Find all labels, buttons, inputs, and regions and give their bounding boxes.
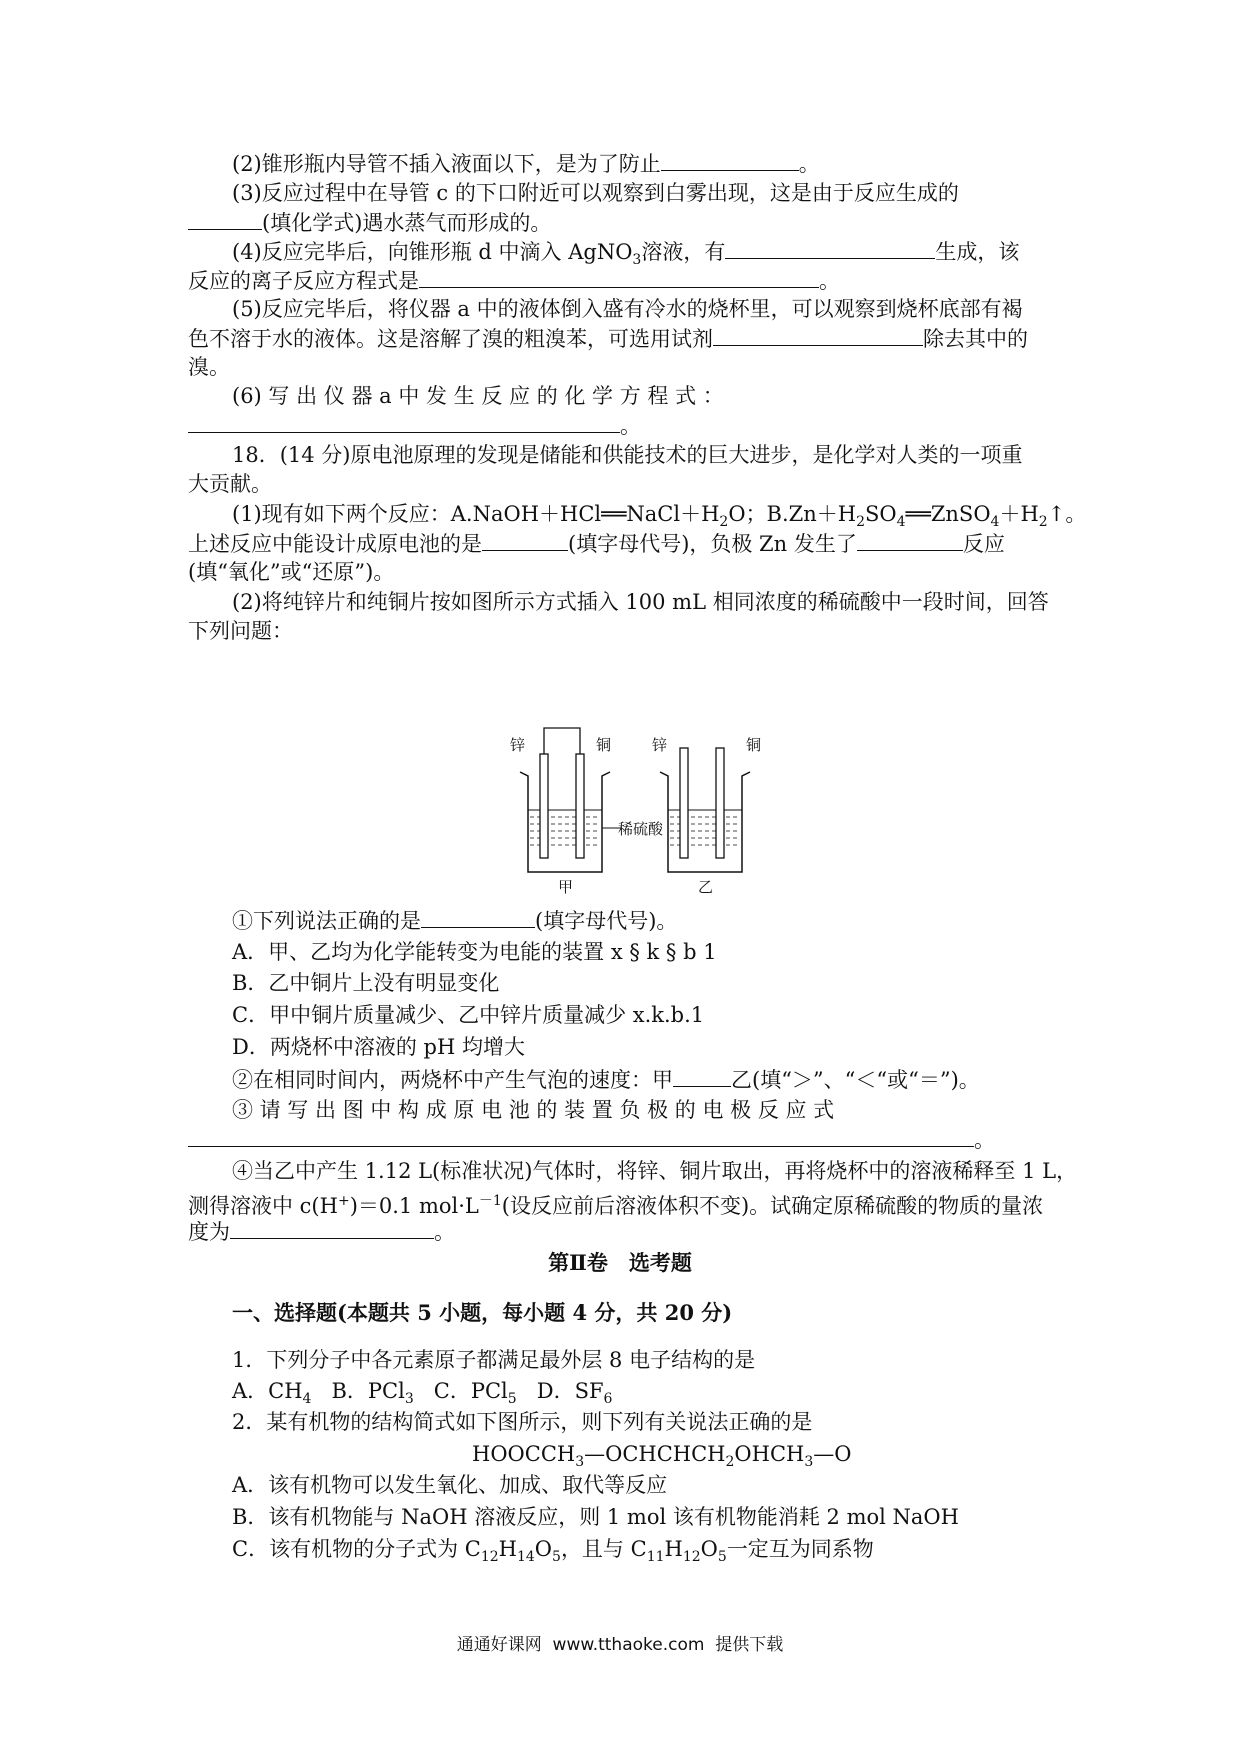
formula-part: —O	[813, 1442, 852, 1466]
footer-text: 通通好课网 www.tthaoke.com 提供下载	[456, 1635, 784, 1655]
q17-part4-text: (4)反应完毕后，向锥形瓶 d 中滴入 AgNO	[232, 240, 633, 264]
q18-part1-text-i: 反应	[962, 532, 1005, 556]
label-jia: 甲	[558, 878, 574, 894]
answer-blank	[673, 1066, 731, 1087]
answer-blank	[482, 530, 568, 551]
q18-option-a	[232, 939, 717, 965]
q17-part5-text-b: 色不溶于水的液体。这是溶解了溴的粗溴苯，可选用试剂	[188, 327, 713, 351]
q18-part2-text-b: 下列问题：	[188, 619, 293, 643]
q18-option-d	[232, 1034, 525, 1060]
subscript: 6	[603, 1391, 613, 1408]
part2-section-heading	[232, 1300, 732, 1326]
label-dilute-sulfuric-acid: 稀硫酸	[618, 820, 664, 838]
part2-q2-option-b	[232, 1504, 959, 1530]
q18-intro-line1	[232, 442, 1023, 468]
q2-option-c-text: 一定互为同系物	[726, 1537, 874, 1561]
page-footer	[0, 1630, 1240, 1655]
part2-q2-text: 2．某有机物的结构简式如下图所示，则下列有关说法正确的是	[232, 1410, 813, 1434]
q17-part2	[232, 150, 820, 177]
q2-option-c-text: O	[700, 1537, 718, 1561]
q17-part5-text-d: 溴。	[188, 355, 230, 379]
option-d-text: D．两烧杯中溶液的 pH 均增大	[232, 1035, 525, 1059]
q17-part5-line2	[188, 325, 1028, 352]
q2-option-c-text: O	[534, 1537, 553, 1561]
q18-intro-text: 18．(14 分)原电池原理的发现是储能和供能技术的巨大进步，是化学对人类的一项重	[232, 443, 1023, 467]
part2-q2	[232, 1409, 812, 1435]
q18-part1-text-d: ══ZnSO	[905, 502, 991, 526]
q17-part5-text-c: 除去其中的	[923, 327, 1028, 351]
beaker-yi	[660, 748, 750, 872]
subscript: 2	[856, 514, 865, 531]
q1-option-c: C．PCl	[413, 1379, 508, 1403]
q18-option-b	[232, 970, 499, 996]
q18-intro-line2	[188, 471, 272, 497]
q18-sub1-text-b: (填字母代号)。	[535, 909, 678, 933]
q18-part1-text-g: 上述反应中能设计成原电池的是	[188, 532, 482, 556]
q2-option-b-text: B．该有机物能与 NaOH 溶液反应，则 1 mol 该有机物能消耗 2 mol NaOH	[232, 1505, 959, 1529]
q18-part1-text-b: O；B.Zn＋H	[728, 502, 857, 526]
label-copper-yi: 铜	[746, 736, 762, 754]
subscript: 2	[725, 1454, 735, 1471]
subscript: 2	[1038, 514, 1048, 531]
formula-part: OHCH	[734, 1442, 805, 1466]
punct: 。	[798, 152, 820, 176]
part2-q1-text: 1．下列分子中各元素原子都满足最外层 8 电子结构的是	[232, 1348, 756, 1372]
subscript: 2	[719, 514, 729, 531]
q17-part4-text-d: 反应的离子反应方程式是	[188, 269, 419, 293]
q17-part3-line2	[188, 209, 551, 236]
q18-sub4-text-e: 度为	[188, 1220, 230, 1244]
q1-option-a: A．CH	[232, 1379, 303, 1403]
subscript: 4	[302, 1391, 312, 1408]
answer-blank	[419, 267, 819, 288]
q18-sub2-text: ②在相同时间内，两烧杯中产生气泡的速度：甲	[232, 1068, 673, 1092]
subscript: 3	[804, 1454, 814, 1471]
q18-part2-text: (2)将纯锌片和纯铜片按如图所示方式插入 100 mL 相同浓度的稀硫酸中一段时间，回答	[232, 590, 1049, 614]
q18-sub3-line2	[188, 1126, 995, 1153]
q18-sub4-line2	[188, 1188, 1043, 1219]
answer-blank	[857, 530, 963, 551]
q17-part3-line1	[232, 180, 959, 206]
label-copper-jia: 铜	[596, 736, 612, 754]
answer-blank	[188, 209, 262, 230]
q18-part2-line2	[188, 618, 293, 644]
q18-part1-text-j: (填“氧化”或“还原”)。	[188, 560, 395, 584]
answer-blank	[230, 1218, 434, 1239]
q18-sub2-text-b: 乙(填“＞”、“＜“或“＝”)。	[731, 1068, 980, 1092]
q18-sub1	[232, 907, 677, 934]
subscript: 12	[682, 1549, 701, 1566]
q2-option-c-text: H	[664, 1537, 683, 1561]
answer-blank	[661, 150, 799, 171]
q17-part5-text: (5)反应完毕后，将仪器 a 中的液体倒入盛有冷水的烧杯里，可以观察到烧杯底部有褐	[232, 297, 1023, 321]
subscript: 4	[896, 514, 906, 531]
answer-blank	[188, 412, 620, 433]
q18-sub3-line1	[232, 1097, 834, 1123]
subscript: 5	[717, 1549, 727, 1566]
formula-part: —OCHCHCH	[584, 1442, 726, 1466]
q18-sub4-text-b: 测得溶液中 c(H	[188, 1194, 338, 1218]
section-heading-text: 一、选择题(本题共 5 小题，每小题 4 分，共 20 分)	[232, 1300, 733, 1325]
punct: 。	[434, 1220, 455, 1244]
subscript: 4	[990, 514, 1000, 531]
q18-option-c	[232, 1002, 704, 1028]
q1-option-d: D．SF	[516, 1379, 604, 1403]
formula-part: HOOCCH	[472, 1442, 576, 1466]
part2-title-text: 第Ⅱ卷 选考题	[548, 1250, 692, 1275]
option-c-text: C．甲中铜片质量减少、乙中锌片质量减少 x.k.b.1	[232, 1003, 705, 1027]
part2-q2-formula	[472, 1441, 851, 1475]
q18-part1-line2	[188, 530, 1005, 557]
punct: 。	[819, 269, 840, 293]
q18-sub1-text: ①下列说法正确的是	[232, 909, 421, 933]
subscript: 14	[516, 1549, 535, 1566]
punct: 。	[620, 414, 641, 438]
q18-part1-text-f: ↑。	[1047, 502, 1087, 526]
q2-option-c-text: C．该有机物的分子式为 C	[232, 1537, 481, 1561]
galvanic-cell-figure	[510, 714, 810, 894]
q2-option-a-text: A．该有机物可以发生氧化、加成、取代等反应	[232, 1473, 668, 1497]
q18-part1-text: (1)现有如下两个反应：A.NaOH＋HCl══NaCl＋H	[232, 502, 720, 526]
q17-part3-text: (3)反应过程中在导管 c 的下口附近可以观察到白雾出现，这是由于反应生成的	[232, 181, 959, 205]
label-zinc-yi: 锌	[652, 736, 668, 754]
label-zinc-jia: 锌	[510, 736, 526, 754]
subscript: 3	[632, 252, 642, 269]
subscript: 5	[552, 1549, 561, 1566]
q2-option-c-text: H	[498, 1537, 517, 1561]
q18-sub4-text: ④当乙中产生 1.12 L(标准状况)气体时，将锌、铜片取出，再将烧杯中的溶液稀释至 1 L，	[232, 1159, 1078, 1183]
q1-option-b: B．PCl	[311, 1379, 405, 1403]
subscript: 12	[480, 1549, 499, 1566]
part2-title	[0, 1250, 1240, 1276]
q18-part2-line1	[232, 589, 1049, 615]
answer-blank	[188, 1126, 974, 1147]
q18-sub4-line3	[188, 1218, 455, 1245]
q18-sub4-line1	[232, 1158, 1077, 1184]
q17-part6-line1	[232, 383, 724, 409]
q17-part3-text-b: (填化学式)遇水蒸气而形成的。	[262, 211, 552, 235]
option-a-text: A．甲、乙均为化学能转变为电能的装置 x § k § b 1	[232, 940, 717, 964]
option-b-text: B．乙中铜片上没有明显变化	[232, 971, 500, 995]
q18-part1-text-e: ＋H	[999, 502, 1039, 526]
q2-option-c-text: ，且与 C	[560, 1537, 647, 1561]
superscript: +	[337, 1193, 350, 1209]
part2-q2-option-a	[232, 1472, 667, 1498]
punct: 。	[974, 1128, 995, 1152]
q18-part1-line3	[188, 559, 394, 585]
answer-blank	[713, 325, 923, 346]
superscript: －1	[478, 1193, 502, 1209]
q17-part6-text: (6) 写 出 仪 器 a 中 发 生 反 应 的 化 学 方 程 式 ：	[232, 384, 724, 408]
q17-part5-line1	[232, 296, 1023, 322]
part2-q1	[232, 1347, 755, 1373]
label-yi: 乙	[698, 878, 714, 894]
q18-sub4-text-d: (设反应前后溶液体积不变)。试确定原稀硫酸的物质的量浓	[501, 1194, 1044, 1218]
q17-part4-text-b: 溶液，有	[641, 240, 726, 264]
q17-part5-line3	[188, 354, 230, 380]
q17-part4-line2	[188, 267, 840, 294]
q17-part4-text-c: 生成，该	[935, 240, 1020, 264]
answer-blank	[421, 907, 535, 928]
q18-sub4-text-c: )＝0.1 mol·L	[349, 1194, 479, 1218]
q18-sub3-text: ③ 请 写 出 图 中 构 成 原 电 池 的 装 置 负 极 的 电 极 反 应 式	[232, 1098, 835, 1122]
subscript: 11	[646, 1549, 665, 1566]
part2-q1-options	[232, 1378, 612, 1412]
subscript: 3	[575, 1454, 585, 1471]
q18-part1-text-h: (填字母代号)，负极 Zn 发生了	[568, 532, 857, 556]
q17-part2-text: (2)锥形瓶内导管不插入液面以下，是为了防止	[232, 152, 661, 176]
subscript: 5	[507, 1391, 517, 1408]
answer-blank	[725, 238, 935, 259]
q18-sub2	[232, 1066, 980, 1093]
q18-intro-text-b: 大贡献。	[188, 472, 272, 496]
q18-part1-text-c: SO	[865, 502, 897, 526]
part2-q2-option-c	[232, 1536, 874, 1570]
subscript: 3	[404, 1391, 414, 1408]
q17-part6-line2	[188, 412, 641, 439]
